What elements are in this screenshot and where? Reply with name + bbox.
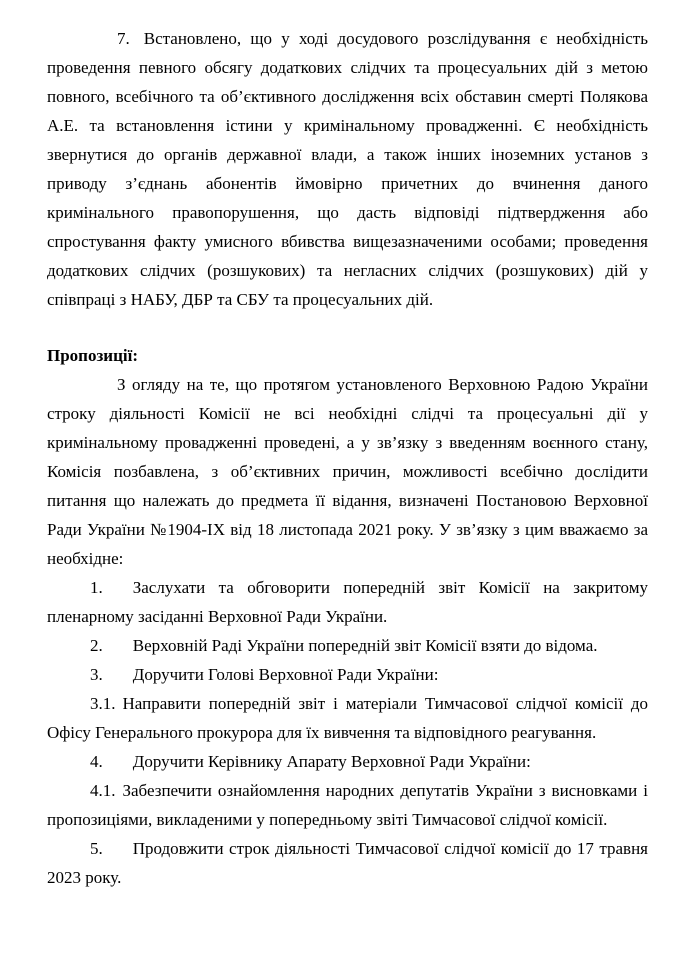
proposals-heading: Пропозиції: bbox=[47, 346, 139, 365]
list-item-text: Верховній Раді України попередній звіт Комісії взяти до відома. bbox=[132, 636, 598, 655]
list-item-5 bbox=[47, 834, 648, 892]
list-item-text: Направити попередній звіт і матеріали Тимчасової слідчої комісії до Офісу Генерального прокурора для їх вивчення та відповідного реагування. bbox=[47, 694, 648, 742]
list-item-3 bbox=[47, 660, 648, 689]
paragraph-7 bbox=[47, 24, 648, 314]
list-item-4-1 bbox=[47, 776, 648, 834]
list-item-1 bbox=[47, 573, 648, 631]
list-item-number: 4. bbox=[90, 752, 103, 771]
list-item-text: Доручити Голові Верховної Ради України: bbox=[132, 665, 439, 684]
list-item-number: 3.1. bbox=[90, 694, 116, 713]
list-item-number: 5. bbox=[90, 839, 103, 858]
list-item-text: Продовжити строк діяльності Тимчасової слідчої комісії до 17 травня 2023 року. bbox=[47, 839, 648, 887]
list-item-3-1 bbox=[47, 689, 648, 747]
paragraph-7-number: 7. bbox=[117, 29, 130, 48]
proposals-intro: З огляду на те, що протягом установленого Верховною Радою України строку діяльності Комісії не всі необхідні слідчі та процесуальні дії у кримінальному провадженні проведені, а у зв’язку з введенням воєнного стану, Комісія позбавлена, з об’єктивних причин, можливості всебічно дослідити питання що належать до предмета її відання, визначені Постановою Верховної Ради України №1904-IX від 18 листопада 2021 року. У зв’язку з цим вважаємо за необхідне: bbox=[47, 375, 648, 568]
list-item-number: 2. bbox=[90, 636, 103, 655]
list-item-text: Заслухати та обговорити попередній звіт Комісії на закритому пленарному засіданні Верховної Ради України. bbox=[47, 578, 648, 626]
list-item-number: 1. bbox=[90, 578, 103, 597]
paragraph-7-text: Встановлено, що у ході досудового розслідування є необхідність проведення певного обсягу додаткових слідчих та процесуальних дій з метою повного, всебічного та об’єктивного дослідження всіх обставин смерті Полякова А.Е. та встановлення істини у кримінальному провадженні. Є необхідність звернутися до органів державної влади, а також інших іноземних установ з приводу з’єднань абонентів ймовірно причетних до вчинення даного кримінального правопорушення, що дасть відповіді підтвердження або спростування факту умисного вбивства вищезазначеними особами; проведення додаткових слідчих (розшукових) та негласних слідчих (розшукових) дій у співпраці з НАБУ, ДБР та СБУ та процесуальних дій. bbox=[47, 29, 648, 309]
list-item-text: Доручити Керівнику Апарату Верховної Ради України: bbox=[132, 752, 531, 771]
list-item-text: Забезпечити ознайомлення народних депутатів України з висновками і пропозиціями, викладеними у попередньому звіті Тимчасової слідчої комісії. bbox=[47, 781, 648, 829]
list-item-number: 4.1. bbox=[90, 781, 116, 800]
list-item-number: 3. bbox=[90, 665, 103, 684]
list-item-4 bbox=[47, 747, 648, 776]
list-item-2 bbox=[47, 631, 648, 660]
